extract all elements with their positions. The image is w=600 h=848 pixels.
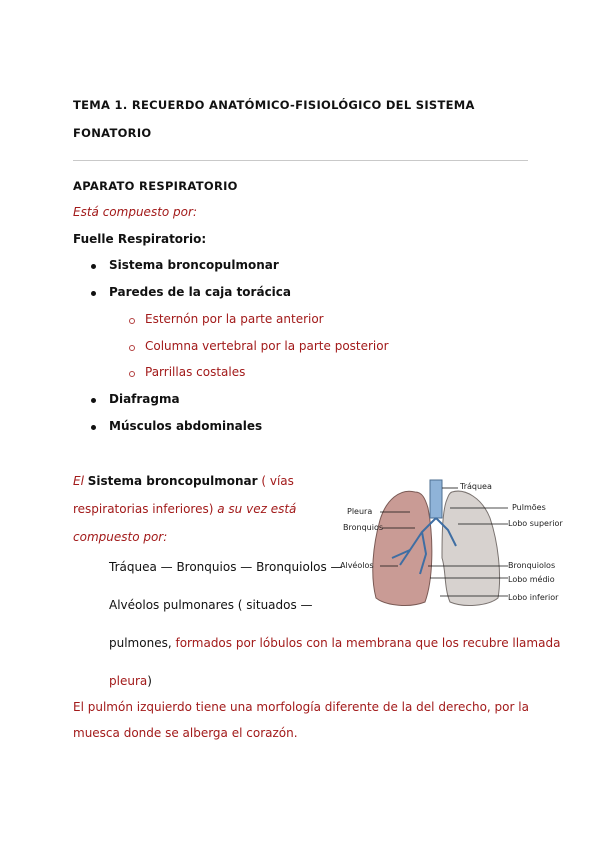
label-pleura: Pleura — [347, 507, 373, 516]
sub-list-item: Esternón por la parte anterior — [145, 312, 324, 326]
circle-bullet-icon — [129, 318, 135, 324]
line7-b: ) — [147, 674, 152, 688]
sub-list-item: Parrillas costales — [145, 365, 246, 379]
bullet-icon — [91, 291, 96, 296]
list-item: Paredes de la caja torácica — [109, 285, 292, 299]
label-lobo-inferior: Lobo inferior — [508, 593, 559, 602]
right-lung — [373, 491, 432, 605]
bullet-icon — [91, 425, 96, 430]
line2-a: respiratorias inferiores) — [73, 502, 214, 516]
subheading: Fuelle Respiratorio: — [73, 232, 207, 246]
page-title-line1: TEMA 1. RECUERDO ANATÓMICO-FISIOLÓGICO DEL SISTEMA — [73, 98, 475, 112]
paragraph-line1 — [73, 474, 294, 488]
line7-a: pleura — [109, 674, 148, 688]
label-lobo-superior: Lobo superior — [508, 519, 563, 528]
list-item: Diafragma — [109, 392, 180, 406]
page-title-line2: FONATORIO — [73, 126, 152, 140]
line2-b: a su vez está — [217, 502, 297, 516]
circle-bullet-icon — [129, 371, 135, 377]
trachea — [430, 480, 442, 518]
divider — [73, 160, 528, 161]
circle-bullet-icon — [129, 345, 135, 351]
label-bronquiolos: Bronquiolos — [508, 561, 556, 570]
bullet-icon — [91, 264, 96, 269]
paragraph-line2 — [73, 502, 296, 516]
section-heading: APARATO RESPIRATORIO — [73, 179, 238, 193]
closing-line1: El pulmón izquierdo tiene una morfología diferente de la del derecho, por la — [73, 700, 529, 714]
paragraph-line6 — [109, 636, 560, 650]
label-lobo-medio: Lobo médio — [508, 575, 555, 584]
sub-list-item: Columna vertebral por la parte posterior — [145, 339, 389, 353]
label-traquea: Tráquea — [460, 482, 492, 491]
intro-text: Está compuesto por: — [73, 205, 197, 219]
label-alveolos: Alvéolos — [340, 561, 374, 570]
term: Sistema broncopulmonar — [87, 474, 258, 488]
label-pulmones: Pulmões — [512, 503, 546, 512]
el-word: El — [73, 474, 84, 488]
paragraph-line4: Tráquea — Bronquios — Bronquiolos — — [109, 560, 343, 574]
list-item: Músculos abdominales — [109, 419, 263, 433]
paragraph-line5: Alvéolos pulmonares ( situados — — [109, 598, 313, 612]
list-item: Sistema broncopulmonar — [109, 258, 279, 272]
line6-b: formados por lóbulos con la membrana que los recubre llamada — [175, 636, 561, 650]
paragraph-line3: compuesto por: — [73, 530, 168, 544]
closing-line2: muesca donde se alberga el corazón. — [73, 726, 298, 740]
label-bronquios: Bronquios — [343, 523, 383, 532]
paragraph-line7 — [109, 674, 152, 688]
bullet-icon — [91, 398, 96, 403]
vias-text: ( vías — [261, 474, 294, 488]
line6-a: pulmones, — [109, 636, 172, 650]
